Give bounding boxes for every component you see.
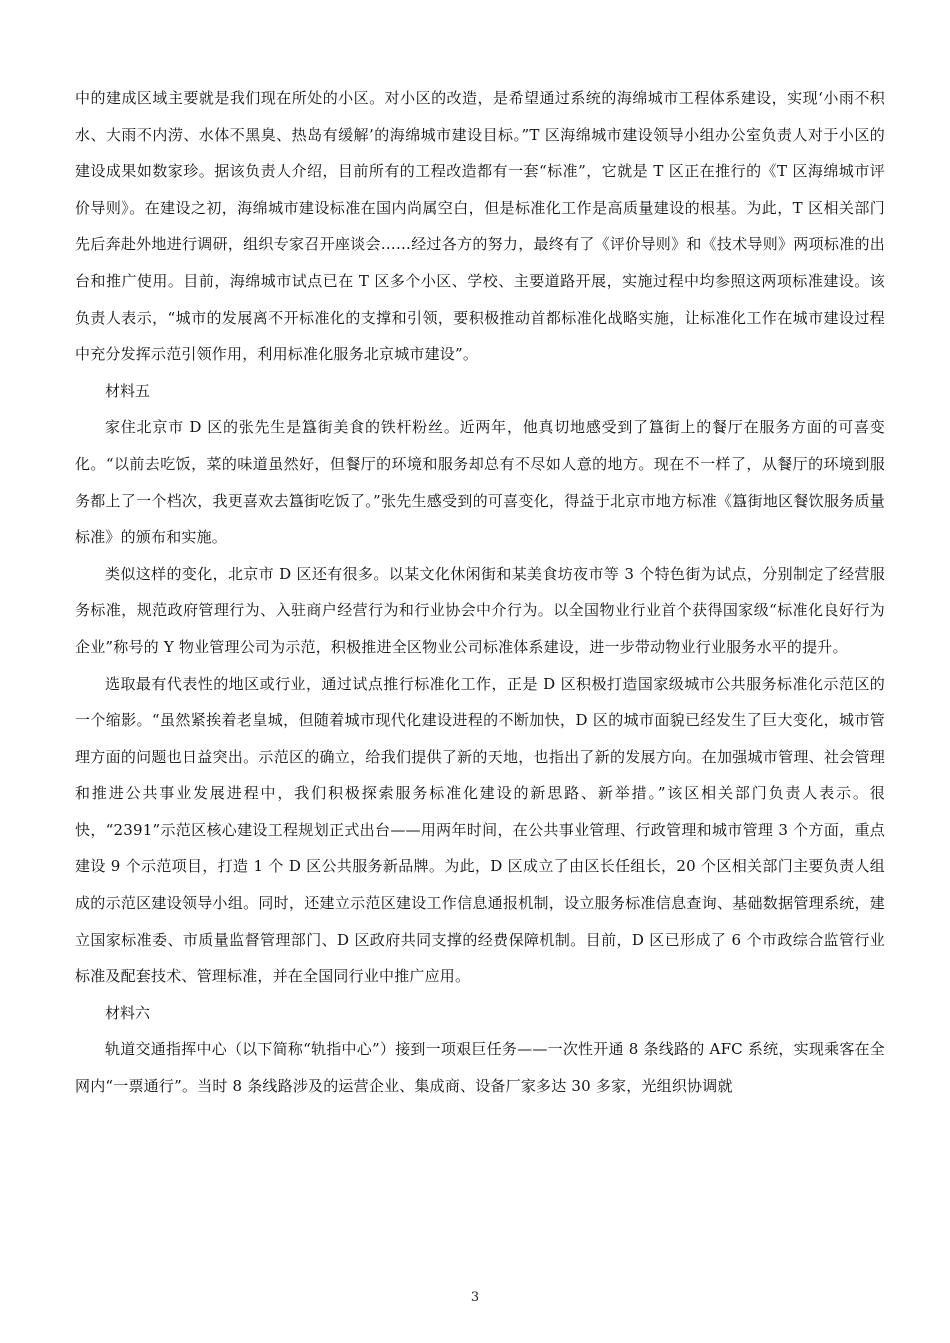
paragraph-demonstration-zone: 选取最有代表性的地区或行业，通过试点推行标准化工作，正是 D 区积极打造国家级城市公共服务标准化示范区的一个缩影。“虽然紧挨着老皇城，但随着城市现代化建设进程的不断加快，D 区的城市面貌已经发生了巨大变化，城市管理方面的问题也日益突出。示范区的确立，给我们提供了新的天地，也指出了新的发展方向。在加强城市管理、社会管理和推进公共事业发展进程中，我们积极探索服务标准化建设的新思路、新举措。”该区相关部门负责人表示。很快，“2391”示范区核心建设工程规划正式出台——用两年时间，在公共事业管理、行政管理和城市管理 3 个方面，重点建设 9 个示范项目，打造 1 个 D 区公共服务新品牌。为此，D 区成立了由区长任组长，20 个区相关部门主要负责人组成的示范区建设领导小组。同时，还建立示范区建设工作信息通报机制，设立服务标准信息查询、基础数据管理系统，建立国家标准委、市质量监督管理部门、D 区政府共同支撑的经费保障机制。目前，D 区已形成了 6 个市政综合监管行业标准及配套技术、管理标准，并在全国同行业中推广应用。 bbox=[75, 674, 885, 986]
page-number: 3 bbox=[470, 1290, 480, 1305]
paragraph-rail-command-center: 轨道交通指挥中心（以下简称“轨指中心”）接到一项艰巨任务——一次性开通 8 条线路的 AFC 系统，实现乘客在全网内“一票通行”。当时 8 条线路涉及的运营企业、集成商、设备厂家多达 30 多家，光组织协调就 bbox=[75, 1040, 885, 1096]
paragraph-d-district-pilots: 类似这样的变化，北京市 D 区还有很多。以某文化休闲街和某美食坊夜市等 3 个特色街为试点，分别制定了经营服务标准，规范政府管理行为、入驻商户经营行为和行业协会中介行为。以全国物业行业首个获得国家级“标准化良好行为企业”称号的 Y 物业管理公司为示范，积极推进全区物业公司标准体系建设，进一步带动物业行业服务水平的提升。 bbox=[75, 564, 885, 656]
heading-material-five: 材料五 bbox=[105, 381, 151, 400]
document-body bbox=[75, 80, 885, 1105]
paragraph-guijie-zhang: 家住北京市 D 区的张先生是簋街美食的铁杆粉丝。近两年，他真切地感受到了簋街上的餐厅在服务方面的可喜变化。“以前去吃饭，菜的味道虽然好，但餐厅的环境和服务却总有不尽如人意的地方。现在不一样了，从餐厅的环境到服务都上了一个档次，我更喜欢去簋街吃饭了。”张先生感受到的可喜变化，得益于北京市地方标准《簋街地区餐饮服务质量标准》的颁布和实施。 bbox=[75, 418, 885, 547]
heading-material-six: 材料六 bbox=[105, 1003, 151, 1022]
paragraph-material-four-continued: 中的建成区域主要就是我们现在所处的小区。对小区的改造，是希望通过系统的海绵城市工程体系建设，实现‘小雨不积水、大雨不内涝、水体不黑臭、热岛有缓解’的海绵城市建设目标。”T 区海绵城市建设领导小组办公室负责人对于小区的建设成果如数家珍。据该负责人介绍，目前所有的工程改造都有一套“标准”，它就是 T 区正在推行的《T 区海绵城市评价导则》。在建设之初，海绵城市建设标准在国内尚属空白，但是标准化工作是高质量建设的根基。为此，T 区相关部门先后奔赴外地进行调研，组织专家召开座谈会……经过各方的努力，最终有了《评价导则》和《技术导则》两项标准的出台和推广使用。目前，海绵城市试点已在 T 区多个小区、学校、主要道路开展，实施过程中均参照这两项标准建设。该负责人表示，“城市的发展离不开标准化的支撑和引领，要积极推动首都标准化战略实施，让标准化工作在城市建设过程中充分发挥示范引领作用，利用标准化服务北京城市建设”。 bbox=[75, 89, 885, 364]
